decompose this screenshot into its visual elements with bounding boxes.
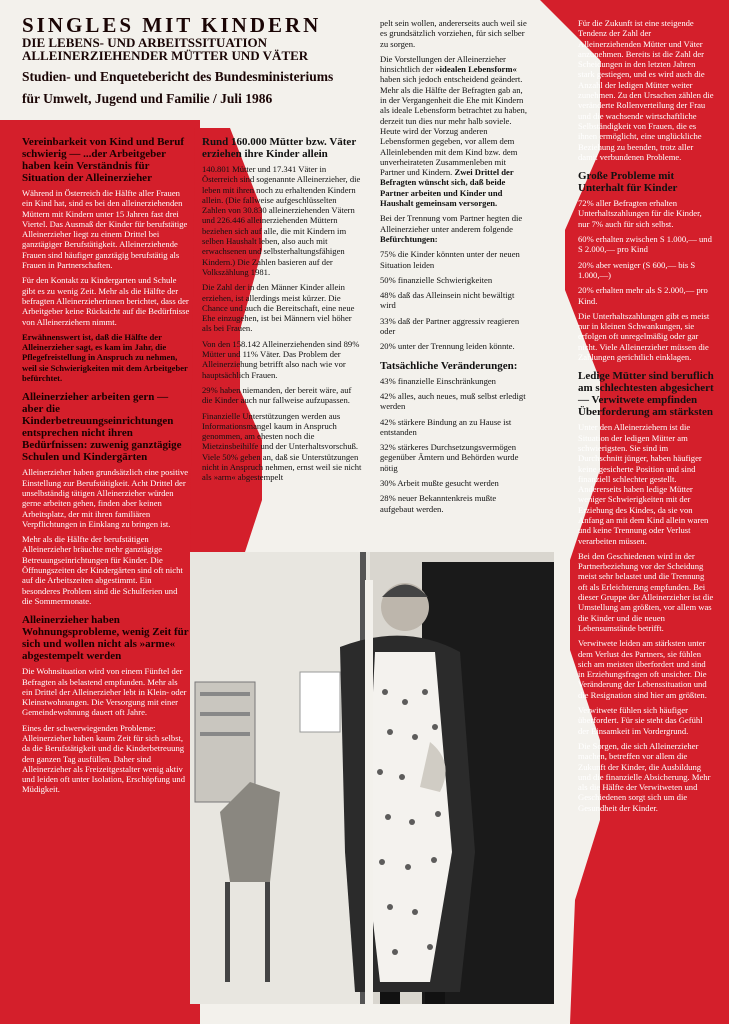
paragraph: Verwitwete leiden am stärksten unter dem Verlust des Partners, sie fühlen sich am meisten überfordert und sind in Erziehungsfragen oft unsicher. Die Veränderung der Lebenssituation und die Resignation sind hier am größten. — [578, 638, 707, 700]
list-item: 30% Arbeit mußte gesucht werden — [380, 477, 499, 488]
heading-vereinbarkeit: Vereinbarkeit von Kind und Beruf schwierig — ...der Arbeitgeber haben kein Verständnis für Situation der Alleinerzieher — [22, 136, 184, 184]
list-item: 42% stärkere Bindung an zu Hause ist entstanden — [380, 416, 512, 437]
photo-divider — [365, 580, 373, 1020]
paragraph: 140.801 Mütter und 17.341 Väter in Österreich sind sogenannte Alleinerzieher, die leben mit ihren noch zu erhaltenden Kindern allein. (Die fallweise aufgeschlüsselten Zahlen von 30.830 alleinerziehenden Vätern und 226.446 alleinerziehenden Müttern beziehen sich auf alle, die mit Kindern im selben Haushalt leben, also auch mit erwachsenen und selbsterhaltungsfähigen Kindern.) Die Zahlen basieren auf der Volkszählung 1981. — [202, 164, 361, 277]
paragraph: Die Unterhaltszahlungen gibt es meist nur in kleinen Schwankungen, sie erfolgen oft unregelmäßig oder gar nicht. Viele Alleinerzieher müssen die Zahlungen gerichtlich einklagen. — [578, 310, 710, 363]
list-item: 75% die Kinder könnten unter der neuen Situation leiden — [380, 249, 520, 270]
paragraph: Die Zahl der in den Männer Kinder allein erziehen, ist allerdings meist kürzer. Die Chance und auch die Bereitschaft, eine neue Ehe einzugehen, ist bei Männern viel höher als bei Frauen. — [202, 282, 355, 334]
paragraph: Erwähnenswert ist, daß die Hälfte der Alleinerzieher sagt, es kam im Jahr, die Pflegefreistellung in Anspruch zu nehmen, weil sie Schwierigkeiten mit dem Arbeitgeber befürchtet. — [22, 331, 188, 384]
main-title: SINGLES MIT KINDERN — [22, 13, 322, 37]
list-item: 20% unter der Trennung leiden könnte. — [380, 341, 515, 352]
paragraph-befuerchtungen: Bei der Trennung vom Partner hegten die Alleinerzieher unter anderem folgende Befürchtungen: — [380, 213, 523, 244]
subtitle-line-1: DIE LEBENS- UND ARBEITSSITUATION — [22, 35, 268, 50]
paragraph: Von den 158.142 Alleinerziehenden sind 89% Mütter und 11% Väter. Das Problem der Alleinerziehung betrifft also nach wie vor hauptsächlich Frauen. — [202, 338, 360, 380]
paragraph: Die Sorgen, die sich Alleinerzieher machen, betreffen vor allem die Zukunft der Kinder, die Ausbildung und die finanzielle Absicherung. Mehr als die Hälfte der Verwitweten und Geschiedenen sorgt sich um die Gesundheit der Kinder. — [578, 740, 711, 813]
heading-wohnungsprobleme: Alleinerzieher haben Wohnungsprobleme, wenig Zeit für sich und wollen nicht als »arme« abgestempelt werden — [22, 614, 189, 663]
column-3 — [380, 18, 530, 519]
paragraph: Für die Zukunft ist eine steigende Tendenz der Zahl der Alleinerziehenden Mütter und Väter anzunehmen. Bereits ist die Zahl der Scheidungen in den letzten Jahren stark gestiegen, und es wird auch die Anzahl der ledigen Mütter weiter zunehmen. Zu den Ursachen zählen die veränderte Rollenverteilung der Frau und die wachsende wirtschaftliche Selbständigkeit von Frauen, die es ihnen ermöglicht, eine unglückliche Beziehung zu beenden, trotz aller damit verbundenen Probleme. — [578, 18, 714, 162]
column-4 — [578, 18, 714, 818]
heading-grosse-probleme: Große Probleme mit Unterhalt für Kinder — [578, 170, 678, 195]
paragraph: Mehr als die Hälfte der berufstätigen Alleinerzieher bräuchte mehr ganztägige Betreuungseinrichtungen für Kinder. Die Öffnungszeiten der Kindergärten sind oft nicht auf die Arbeitszeiten abgestimmt. Ein besonderes Problem sind die Schulferien und die Sommermonate. — [22, 534, 183, 606]
paragraph: Für den Kontakt zu Kindergarten und Schule gibt es zu wenig Zeit. Mehr als die Hälfte der befragten Alleinerzieherinnen berichtet, dass der Arbeitgeber keine Rücksicht auf die Bedürfnisse von Alleinerziehern nimmt. — [22, 275, 190, 327]
list-item: 50% finanzielle Schwierigkeiten — [380, 274, 493, 285]
paragraph: 20% aber weniger (S 600,— bis S 1.000,—) — [578, 259, 696, 280]
heading-tatsaechliche-veraenderungen: Tatsächliche Veränderungen: — [380, 359, 518, 372]
study-line-1: Studien- und Enquetebericht des Bundesministeriums — [22, 69, 334, 84]
paragraph: Finanzielle Unterstützungen werden aus Informationsmangel kaum in Anspruch genommen, am ehesten noch die Mietzinsbeihilfe und der Unterhaltsvorschuß. Viele 50% geben an, daß sie Unterstützungen nicht in Anspruch nehmen, ernst weil sie nicht als »arm« abgestempelt — [202, 410, 362, 483]
list-item: 32% stärkeres Durchsetzungsvermögen gegenüber Ämtern und Behörden wurde nötig — [380, 442, 519, 473]
paragraph: Bei den Geschiedenen wird in der Partnerbeziehung vor der Scheidung meist sehr belastet und die Trennung oft als Erleichterung empfunden. Bei dieser Gruppe der Alleinerzieher ist die Umstellung am größten, vor allem was die Kinder und die neuen Lebensumstände betrifft. — [578, 550, 714, 633]
paragraph: Eines der schwerwiegenden Probleme: Alleinerzieher haben kaum Zeit für sich selbst, da die Berufstätigkeit und die Kinderbetreuung den ganzen Tag ausfüllen. Daher sind Alleinerzieher als Freizeitgestalter wenig aktiv und leiden oft unter Isolation, Erschöpfung und Müdigkeit. — [22, 722, 186, 795]
paragraph: Alleinerzieher haben grundsätzlich eine positive Einstellung zur Berufstätigkeit. Acht Drittel der unselbständig tätigen Alleinerzieher würden gerne arbeiten gehen, finden aber keinen Arbeitsplatz, der mit ihren familiären Verpflichtungen in Einklang zu bringen ist. — [22, 467, 189, 529]
paragraph: Die Wohnsituation wird von einem Fünftel der Befragten als belastend empfunden. Mehr als ein Drittel der Alleinerzieher lebt in Klein- oder Kleinstwohnungen. Die Versorgung mit einer Gemeindewohnung dauert oft Jahre. — [22, 666, 187, 718]
list-item: 42% alles, auch neues, muß selbst erledigt werden — [380, 390, 526, 412]
paragraph: Während in Österreich die Hälfte aller Frauen ein Kind hat, sind es bei den alleinerziehenden Müttern mit Kindern unter 15 Jahren fast drei Viertel. Das Ausmaß der Kinder für berufstätige Alleinerzieher liegt zu einem Drittel bei ganztägiger Berufstätigkeit. Alleinerziehende Frauen sind häufiger ganztägig berufstätig als Frauen in Partnerschaften. — [22, 188, 188, 271]
paragraph: pelt sein wollen, andererseits auch weil sie es grundsätzlich vorziehen, für sich selber zu sorgen. — [380, 18, 527, 49]
heading-arbeiten-gern: Alleinerzieher arbeiten gern — aber die Kinderbetreuungseinrichtungen entsprechen nicht ihren Bedürfnissen: zuwenig ganztägige Schulen und Kindergärten — [22, 391, 182, 464]
paragraph: Unter den Alleinerziehern ist die Situation der ledigen Mütter am schwierigsten. Sie sind im Durchschnitt jünger, haben häufiger keine gesicherte Position und sind finanziell schlechter gestellt. Andererseits haben ledige Mütter weniger Schwierigkeiten mit der Erziehung des Kindes, da sie von Anfang an mit dem Kind allein waren und keine Trennung oder Verlust verarbeiten müssen. — [578, 422, 709, 546]
header — [22, 14, 382, 106]
paragraph: Verwitwete fühlen sich häufiger überfordert. Für sie steht das Gefühl der Einsamkeit im Vordergrund. — [578, 705, 703, 736]
paragraph-ideale-lebensform: Die Vorstellungen der Alleinerzieher hinsichtlich der »idealen Lebensform« haben sich jedoch entscheidend geändert. Mehr als die Hälfte der Befragten gab an, in der Vergangenheit die Ehe mit Kindern als ideale Lebensform betrachtet zu haben, derzeit tun dies nur mehr halb soviele. Heute wird der Vorzug anderen Lebensformen gegeben, vor allem dem Alleinlebenden mit dem Kind bzw. dem unverheirateten Zusammenleben mit Partner und Kindern. Zwei Drittel der Befragten wünscht sich, daß beide Partner arbeiten und Kinder und Haushalt gemeinsam versorgen. — [380, 53, 527, 209]
paragraph: 20% erhalten mehr als S 2.000,— pro Kind. — [578, 285, 708, 306]
study-line-2: für Umwelt, Jugend und Familie / Juli 1986 — [22, 91, 273, 106]
list-item: 28% neuer Bekanntenkreis mußte aufgebaut werden. — [380, 493, 497, 514]
subtitle-line-2: ALLEINERZIEHENDER MÜTTER UND VÄTER — [22, 48, 309, 63]
paragraph: 60% erhalten zwischen S 1.000,— und S 2.000,— pro Kind — [578, 234, 712, 255]
heading-ledige-muetter: Ledige Mütter sind beruflich am schlechtesten abgesichert — Verwitwete empfinden Überforderung am stärksten — [578, 370, 714, 419]
list-item: 48% daß das Alleinsein nicht bewältigt wird — [380, 290, 515, 311]
paragraph: 29% haben niemanden, der bereit wäre, auf die Kinder auch nur fallweise aufzupassen. — [202, 384, 352, 406]
paragraph: 72% aller Befragten erhalten Unterhaltszahlungen für die Kinder, nur 7% auch für sich selbst. — [578, 198, 702, 229]
heading-rund-160000: Rund 160.000 Mütter bzw. Väter erziehen ihre Kinder allein — [202, 136, 356, 160]
column-2 — [202, 136, 362, 488]
column-1 — [22, 128, 190, 800]
list-item: 33% daß der Partner aggressiv reagieren oder — [380, 315, 520, 337]
list-item: 43% finanzielle Einschränkungen — [380, 375, 496, 386]
